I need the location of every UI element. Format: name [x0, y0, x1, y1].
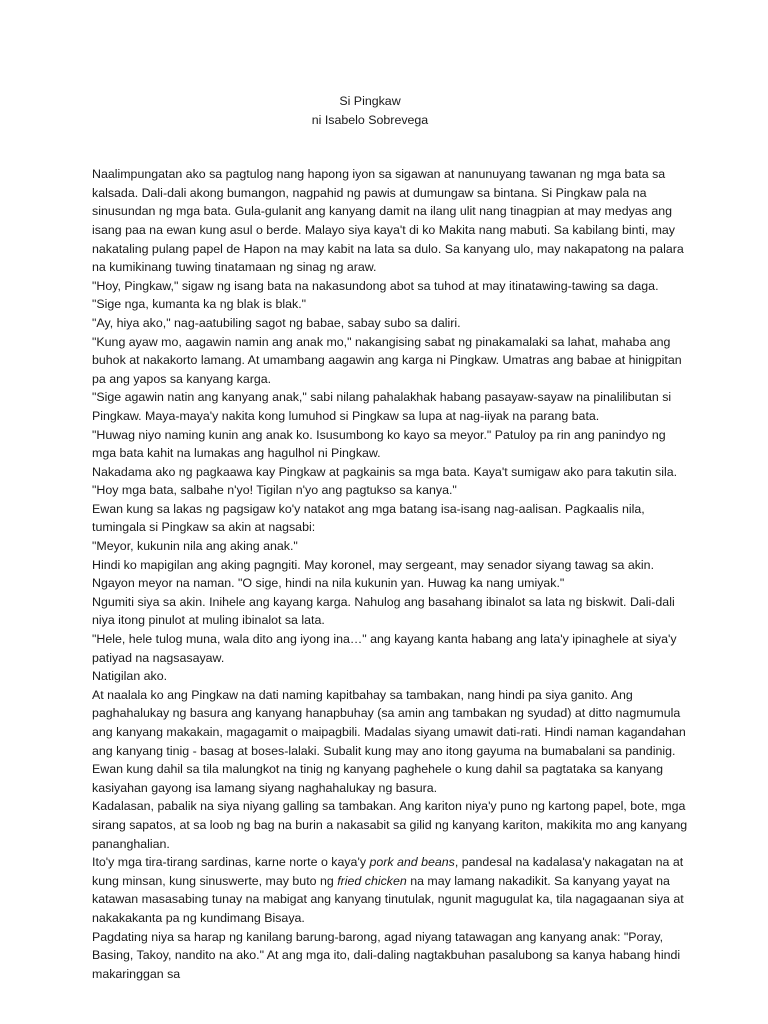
paragraph: "Huwag niyo naming kunin ang anak ko. Isusumbong ko kayo sa meyor." Patuloy pa rin ang panindyo ng mga bata kahit na lumakas ang hagulhol ni Pingkaw.	[92, 427, 666, 461]
paragraph	[92, 853, 688, 927]
paragraph: "Hoy, Pingkaw," sigaw ng isang bata na nakasundong abot sa tuhod at may itinatawing-tawing sa daga. "Sige nga, kumanta ka ng blak is blak."	[92, 278, 659, 312]
paragraph: Hindi ko mapigilan ang aking pagngiti. May koronel, may sergeant, may senador siyang tawag sa akin. Ngayon meyor na naman. "O sige, hindi na nila kukunin yan. Huwag ka nang umiyak."	[92, 557, 655, 591]
paragraph: Pagdating niya sa harap ng kanilang barung-barong, agad niyang tatawagan ang kanyang anak: "Poray, Basing, Takoy, nandito na ako." At ang mga ito, dali-daling nagtakbuhan pasalubong sa kanya habang hindi makaringgan sa	[92, 929, 681, 981]
paragraph: "Kung ayaw mo, aagawin namin ang anak mo," nakangising sabat ng pinakamalaki sa lahat, mahaba ang buhok at nakakorto lamang. At umambang aagawin ang karga ni Pingkaw. Umatras ang babae at hinigpitan pa ang yapos sa kanyang karga.	[92, 334, 682, 386]
paragraph: At naalala ko ang Pingkaw na dati naming kapitbahay sa tambakan, nang hindi pa siya ganito. Ang paghahalukay ng basura ang kanyang hanapbuhay (sa amin ang tambakan ng syudad) at ditto nagmumula ang kanyang makakain, magagamit o maipagbili. Madalas siyang umawit dati-rati. Hindi naman kagandahan ang kanyang tinig - basag at boses-lalaki. Subalit kung may ano itong gayuma na bumabalani sa pandinig. Ewan kung dahil sa tila malungkot na tinig ng kanyang paghehele o kung dahil sa pagtataka sa kanyang kasiyahan gayong isa lamang siyang naghahalukay ng basura.	[92, 687, 686, 795]
author-line: ni Isabelo Sobrevega	[311, 112, 429, 127]
paragraph: "Ay, hiya ako," nag-aatubiling sagot ng babae, sabay subo sa daliri.	[92, 315, 461, 330]
italic-phrase: fried chicken	[337, 873, 407, 888]
paragraph: Nakadama ako ng pagkaawa kay Pingkaw at pagkainis sa mga bata. Kaya't sumigaw ako para takutin sila. "Hoy mga bata, salbahe n'yo! Tigilan n'yo ang pagtukso sa kanya."	[92, 464, 678, 498]
title-block	[52, 92, 688, 129]
paragraph: Ngumiti siya sa akin. Inihele ang kayang karga. Nahulog ang basahang ibinalot sa lata ng biskwit. Dali-dali niya itong pinulot at muling ibinalot sa lata.	[92, 594, 675, 628]
paragraph: Ewan kung sa lakas ng pagsigaw ko'y natakot ang mga batang isa-isang nag-aalisan. Pagkaalis nila, tumingala si Pingkaw sa akin at nagsabi:	[92, 501, 645, 535]
paragraph: Natigilan ako.	[92, 669, 168, 684]
paragraph-text: na may lamang nakadikit. Sa kanyang yayat na katawan masasabing tunay na mabigat ang kanyang tinutulak, ngunit magugulat ka, tila nagagaanan siya at nakakakanta pa ng kundimang Bisaya.	[92, 873, 684, 925]
story-body	[92, 165, 688, 983]
italic-phrase: pork and beans	[369, 855, 455, 870]
paragraph: "Hele, hele tulog muna, wala dito ang iyong ina…" ang kayang kanta habang ang lata'y ipinaghele at siya'y patiyad na nagsasayaw.	[92, 632, 677, 665]
paragraph-text: , pandesal na kadalasa'y nakagatan na at kung minsan, kung sinuswerte, may buto ng	[92, 855, 684, 888]
paragraph: Naalimpungatan ako sa pagtulog nang hapong iyon sa sigawan at nanunuyang tawanan ng mga bata sa kalsada. Dali-dali akong bumangon, nagpahid ng pawis at dumungaw sa bintana. Si Pingkaw pala na sinusundan ng mga bata. Gula-gulanit ang kanyang damit na ilang ulit nang tinagpian at may medyas ang isang paa na ewan kung asul o berde. Malayo siya kaya't di ko Makita nang mabuti. Sa kabilang binti, may nakataling pulang papel de Hapon na may kabit na lata sa dulo. Sa kanyang ulo, may nakapatong na palara na kumikinang tuwing tinatamaan ng sinag ng araw.	[92, 167, 684, 275]
paragraph-text: Ito'y mga tira-tirang sardinas, karne norte o kaya'y	[92, 855, 370, 870]
paragraph: "Sige agawin natin ang kanyang anak," sabi nilang pahalakhak habang pasayaw-sayaw na pinalilibutan si Pingkaw. Maya-maya'y nakita kong lumuhod si Pingkaw sa lupa at nag-iiyak na parang bata.	[92, 390, 672, 423]
paragraph: Kadalasan, pabalik na siya niyang galling sa tambakan. Ang kariton niya'y puno ng kartong papel, bote, mga sirang sapatos, at sa loob ng bag na burin a nakasabit sa gilid ng kanyang kariton, makikita mo ang kanyang pananghalian.	[92, 799, 688, 851]
story-title: Si Pingkaw	[339, 94, 401, 108]
paragraph: "Meyor, kukunin nila ang aking anak."	[92, 539, 298, 554]
